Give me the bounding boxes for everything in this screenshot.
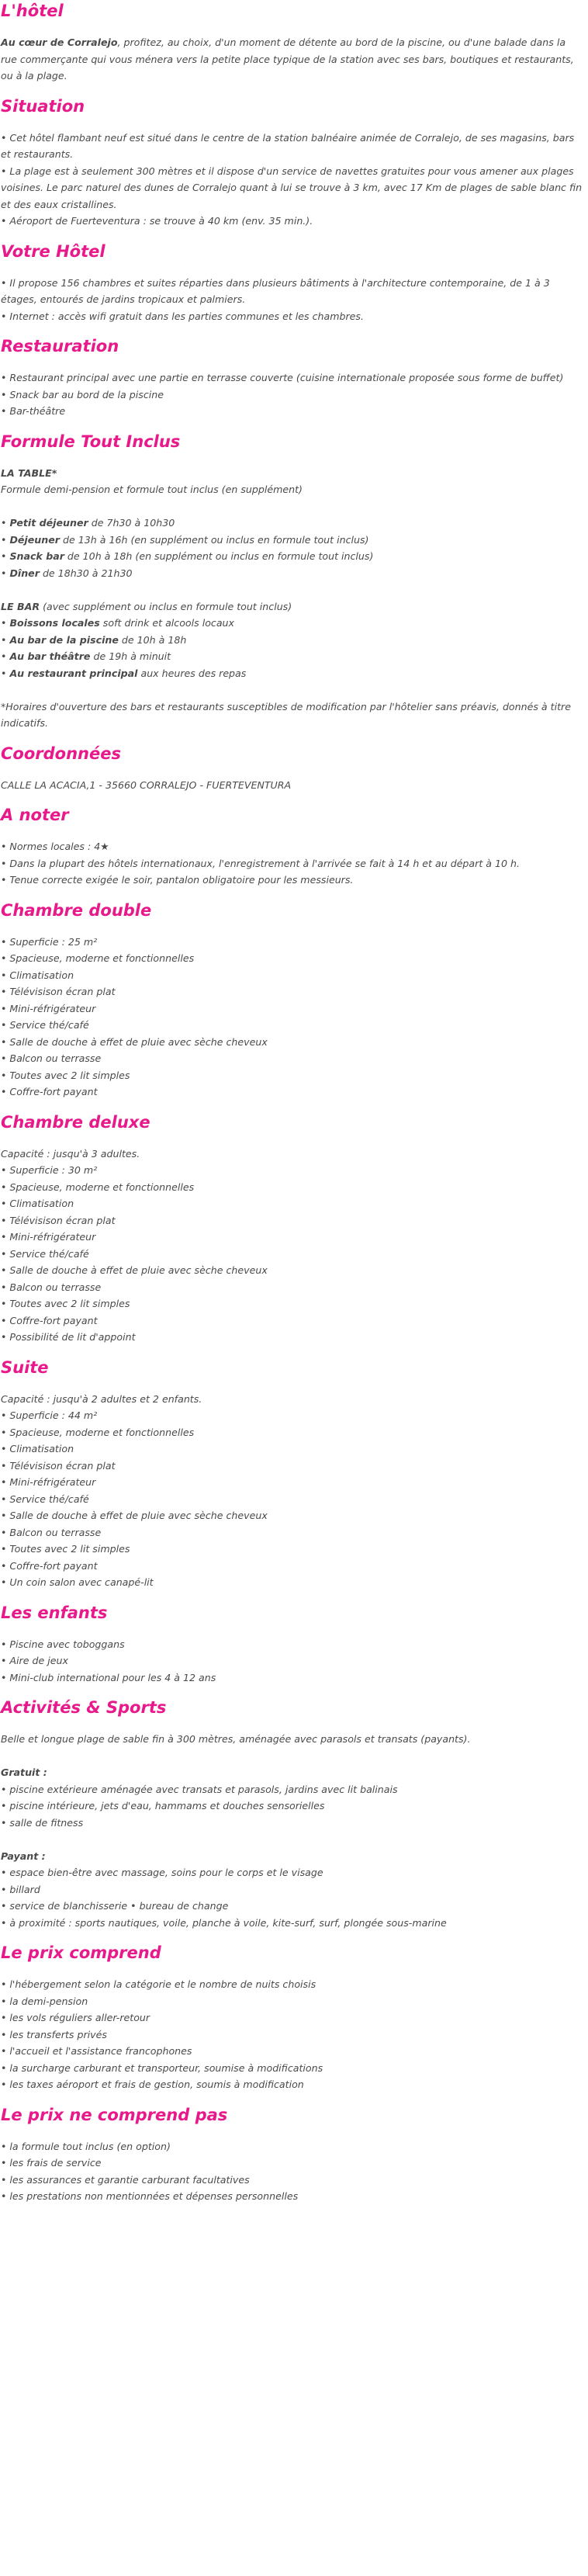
text-segment: • Toutes avec 2 lit simples [1,1543,130,1555]
text-line [1,934,583,951]
text-segment: • Service thé/café [1,1247,89,1260]
section-title: Formule Tout Inclus [1,432,181,451]
text-segment: aux heures des repas [137,667,247,679]
text-segment: soft drink et alcools locaux [99,617,234,629]
text-segment: • Coffre-fort payant [1,1559,98,1572]
text-line [1,1558,583,1575]
text-line [1,387,583,404]
text-line [1,1491,583,1508]
text-segment: Capacité : jusqu'à 3 adultes. [1,1147,140,1160]
spacer [1,681,583,699]
text-segment: • Superficie : 25 m² [1,935,98,948]
text-segment: • les vols réguliers aller-retour [1,2012,150,2023]
text-line [1,481,583,498]
section-title: Situation [1,96,85,116]
text-segment: • Salle de douche à effet de pluie avec sèche cheveux [1,1510,268,1521]
text-line [1,1898,583,1915]
text-segment: de 7h30 à 10h30 [88,517,175,529]
text-segment: • la demi-pension [1,1995,88,2007]
section-restauration [1,335,583,420]
text-line [1,1915,583,1932]
text-line [1,632,583,649]
text-segment: • Il propose 156 chambres et suites réparties dans plusieurs bâtiments à l'architecture contemporaine, de 1 à 3 étages, entourés de jardins tropicaux et palmiers. [1,276,550,305]
text-segment: • Balcon ou terrasse [1,1052,102,1064]
text-line [1,1329,583,1346]
bold-text: Petit déjeuner [9,517,88,529]
text-segment: • [1,567,10,579]
bold-text: LA TABLE* [1,466,57,479]
section-prix-ne-comprend-pas [1,2104,583,2205]
text-line [1,2155,583,2172]
text-segment: (avec supplément ou inclus en formule tout inclus) [40,600,292,612]
bold-text: Au bar théâtre [9,650,91,662]
text-segment: • Bar-théâtre [1,405,66,417]
text-segment: • [1,550,10,562]
text-segment: Capacité : jusqu'à 2 adultes et 2 enfants. [1,1392,202,1405]
text-line [1,1407,583,1424]
text-line [1,1574,583,1591]
text-line [1,1067,583,1084]
text-line [1,1781,583,1798]
text-line [1,1212,583,1229]
text-segment: • l'accueil et l'assistance francophones [1,2045,192,2057]
text-line [1,1000,583,1018]
text-line [1,565,583,582]
text-line [1,163,583,213]
text-segment: • Superficie : 44 m² [1,1409,98,1421]
text-line [1,1391,583,1408]
section-enfants [1,1602,583,1687]
text-segment: , profitez, au choix, d'un moment de détente au bord de la piscine, ou d'une balade dans la rue commerçante qui vous ménera vers la petite place typique de la station avec ses bars, boutiques et restaurants, ou à la plage. [1,36,574,81]
section-title: Chambre double [1,900,152,920]
text-line [1,1162,583,1179]
text-segment: *Horaires d'ouverture des bars et restaurants susceptibles de modification par l'hôtelier sans préavis, donnés à titre indicatifs. [1,700,571,729]
text-line [1,465,583,482]
section-title: Restauration [1,337,119,355]
text-segment: • les taxes aéroport et frais de gestion, soumis à modification [1,2078,304,2090]
text-line [1,2172,583,2189]
text-segment: • Normes locales : 4★ [1,841,109,852]
text-segment: • Snack bar au bord de la piscine [1,388,164,400]
text-segment: • Mini-réfrigérateur [1,1002,96,1014]
text-segment: • Climatisation [1,969,74,981]
section-title: Coordonnées [1,744,121,763]
text-line [1,2138,583,2155]
text-line [1,699,583,732]
text-segment: • Service thé/café [1,1019,89,1031]
text-line [1,872,583,889]
bold-text: LE BAR [1,600,40,612]
text-line [1,1246,583,1263]
section-formule [1,431,583,732]
section-title: L'hôtel [1,2,64,20]
spacer [1,1748,583,1765]
text-line [1,855,583,872]
text-segment: • Toutes avec 2 lit simples [1,1298,130,1309]
text-segment: • [1,633,10,646]
section-title: Les enfants [1,1603,108,1622]
text-segment: • Spacieuse, moderne et fonctionnelles [1,952,195,964]
text-segment: • Piscine avec toboggans [1,1638,125,1650]
section-title: Votre Hôtel [1,241,105,261]
text-segment: • Spacieuse, moderne et fonctionnelles [1,1426,195,1438]
text-segment: • Service thé/café [1,1493,89,1505]
text-segment: • Climatisation [1,1198,74,1209]
text-line [1,1262,583,1279]
bold-text: Dîner [9,567,40,579]
text-line [1,1541,583,1558]
text-line [1,1524,583,1541]
text-segment: • à proximité : sports nautiques, voile, planche à voile, kite-surf, surf, plongée sous-marine [1,1916,447,1929]
section-suite [1,1357,583,1591]
text-line [1,1993,583,2010]
section-title: A noter [1,806,69,824]
text-segment: • l'hébergement selon la catégorie et le nombre de nuits choisis [1,1978,316,1990]
text-line [1,1652,583,1669]
text-segment: • billard [1,1883,40,1895]
bold-text: Payant : [1,1850,46,1862]
spacer [1,1831,583,1848]
section-title: Le prix comprend [1,1943,161,1962]
text-segment: • Balcon ou terrasse [1,1281,102,1293]
text-line [1,967,583,984]
text-line [1,275,583,308]
text-line [1,1669,583,1687]
text-line [1,515,583,532]
text-line [1,1731,583,1748]
text-segment: • [1,650,10,662]
spacer [1,581,583,598]
section-title: Chambre deluxe [1,1112,150,1132]
bold-text: Au cœur de Corralejo [1,36,118,48]
text-line [1,2076,583,2093]
text-line [1,403,583,420]
text-segment: • Dans la plupart des hôtels internationaux, l'enregistrement à l'arrivée se fait à 14 h et au départ à 10 h. [1,857,520,869]
section-chambre-deluxe [1,1111,583,1346]
text-line [1,950,583,967]
text-line [1,1295,583,1312]
section-a-noter [1,804,583,889]
text-line [1,1017,583,1034]
text-line [1,532,583,549]
text-line [1,615,583,632]
text-line [1,1034,583,1051]
text-line [1,2009,583,2026]
text-segment: de 19h à minuit [90,650,171,662]
text-segment: de 18h30 à 21h30 [39,567,133,579]
text-segment: • piscine intérieure, jets d'eau, hammams et douches sensorielles [1,1800,325,1812]
text-segment: • Tenue correcte exigée le soir, pantalon obligatoire pour les messieurs. [1,874,354,886]
text-segment: • Spacieuse, moderne et fonctionnelles [1,1181,195,1193]
text-line [1,369,583,387]
bold-text: Au bar de la piscine [9,633,119,646]
bold-text: Au restaurant principal [9,667,138,679]
text-segment: • Un coin salon avec canapé-lit [1,1576,154,1588]
text-line [1,1279,583,1296]
text-segment: • les transferts privés [1,2028,107,2040]
bold-text: Gratuit : [1,1766,47,1778]
section-votre-hotel [1,241,583,325]
text-segment: • [1,533,10,546]
text-segment: • Coffre-fort payant [1,1314,98,1326]
text-line [1,308,583,325]
text-segment: • la formule tout inclus (en option) [1,2140,171,2152]
text-line [1,2026,583,2044]
text-line [1,1864,583,1881]
text-segment: • espace bien-être avec massage, soins pour le corps et le visage [1,1867,323,1878]
text-line [1,1507,583,1524]
text-segment: • Aire de jeux [1,1655,68,1666]
text-segment: • Salle de douche à effet de pluie avec sèche cheveux [1,1035,268,1048]
text-segment: • Superficie : 30 m² [1,1164,98,1176]
text-segment: • [1,617,10,629]
text-line [1,130,583,163]
text-line [1,2043,583,2060]
text-segment: • les frais de service [1,2157,102,2169]
text-line [1,213,583,230]
text-segment: Formule demi-pension et formule tout inclus (en supplément) [1,484,303,495]
text-segment: • Restaurant principal avec une partie en terrasse couverte (cuisine internationale proposée sous forme de buffet) [1,372,564,383]
section-coordonnees [1,743,583,794]
text-line [1,1881,583,1898]
text-line [1,983,583,1000]
text-segment: • Internet : accès wifi gratuit dans les parties communes et les chambres. [1,310,364,322]
text-segment: • Télévisison écran plat [1,1459,116,1472]
text-line [1,1636,583,1653]
text-line [1,1424,583,1441]
text-segment: • Salle de douche à effet de pluie avec sèche cheveux [1,1264,268,1276]
text-line [1,34,583,85]
text-segment: • Toutes avec 2 lit simples [1,1069,130,1081]
text-line [1,1474,583,1491]
text-line [1,1458,583,1475]
text-line [1,1441,583,1458]
section-activites [1,1697,583,1931]
text-segment: Belle et longue plage de sable fin à 300 mètres, aménagée avec parasols et transats (payants). [1,1733,471,1745]
text-segment: • [1,517,10,529]
spacer [1,498,583,515]
section-title: Activités & Sports [1,1698,167,1717]
text-line [1,1312,583,1330]
text-line [1,1179,583,1196]
text-segment: • la surcharge carburant et transporteur, soumise à modifications [1,2061,323,2074]
text-segment: • La plage est à seulement 300 mètres et il dispose d'un service de navettes gratuites pour vous amener aux plages voisines. Le parc naturel des dunes de Corralejo quant à lui se trouve à 3 km, avec 17 Km de plages de sable blanc fin et des eaux cristallines. [1,165,583,210]
bold-text: Snack bar [9,550,64,562]
text-line [1,1976,583,1993]
text-segment: de 13h à 16h (en supplément ou inclus en formule tout inclus) [59,533,369,546]
text-segment: • les prestations non mentionnées et dépenses personnelles [1,2190,299,2202]
text-segment: • Climatisation [1,1443,74,1454]
text-segment: • Balcon ou terrasse [1,1526,102,1538]
text-segment: • Télévisison écran plat [1,1214,116,1226]
text-line [1,1083,583,1101]
text-segment: • Mini-club international pour les 4 à 12 ans [1,1671,216,1683]
text-segment: • Mini-réfrigérateur [1,1231,96,1243]
text-segment: • les assurances et garantie carburant facultatives [1,2173,250,2186]
text-line [1,1195,583,1212]
text-line [1,548,583,565]
text-line [1,598,583,615]
text-line [1,1798,583,1815]
text-line [1,1764,583,1781]
text-line [1,838,583,855]
text-segment: • Mini-réfrigérateur [1,1476,96,1488]
text-segment: • service de blanchisserie • bureau de change [1,1900,229,1912]
section-prix-comprend [1,1942,583,2093]
text-line [1,1848,583,1865]
text-segment: de 10h à 18h (en supplément ou inclus en formule tout inclus) [64,550,374,562]
text-segment: de 10h à 18h [118,633,187,646]
bold-text: Boissons locales [9,617,100,629]
text-line [1,648,583,665]
text-line [1,1146,583,1163]
text-segment: • Cet hôtel flambant neuf est situé dans le centre de la station balnéaire animée de Corralejo, de ses magasins, bars et restaurants. [1,131,575,160]
section-hotel [1,0,583,85]
text-segment: • salle de fitness [1,1816,84,1829]
text-segment: • [1,667,10,679]
text-line [1,2060,583,2077]
text-line [1,1815,583,1832]
bold-text: Déjeuner [9,533,60,546]
text-line [1,2188,583,2205]
text-segment: • Aéroport de Fuerteventura : se trouve à 40 km (env. 35 min.). [1,215,313,227]
section-chambre-double [1,900,583,1101]
section-title: Le prix ne comprend pas [1,2105,228,2124]
text-line [1,665,583,682]
text-segment: • Télévisison écran plat [1,986,116,997]
section-situation [1,95,583,230]
text-line [1,1229,583,1246]
text-line [1,777,583,794]
text-segment: • Coffre-fort payant [1,1086,98,1097]
text-segment: • Possibilité de lit d'appoint [1,1331,136,1343]
text-line [1,1050,583,1067]
section-title: Suite [1,1357,49,1377]
text-segment: CALLE LA ACACIA,1 - 35660 CORRALEJO - FUERTEVENTURA [1,778,292,791]
text-segment: • piscine extérieure aménagée avec transats et parasols, jardins avec lit balinais [1,1783,398,1795]
